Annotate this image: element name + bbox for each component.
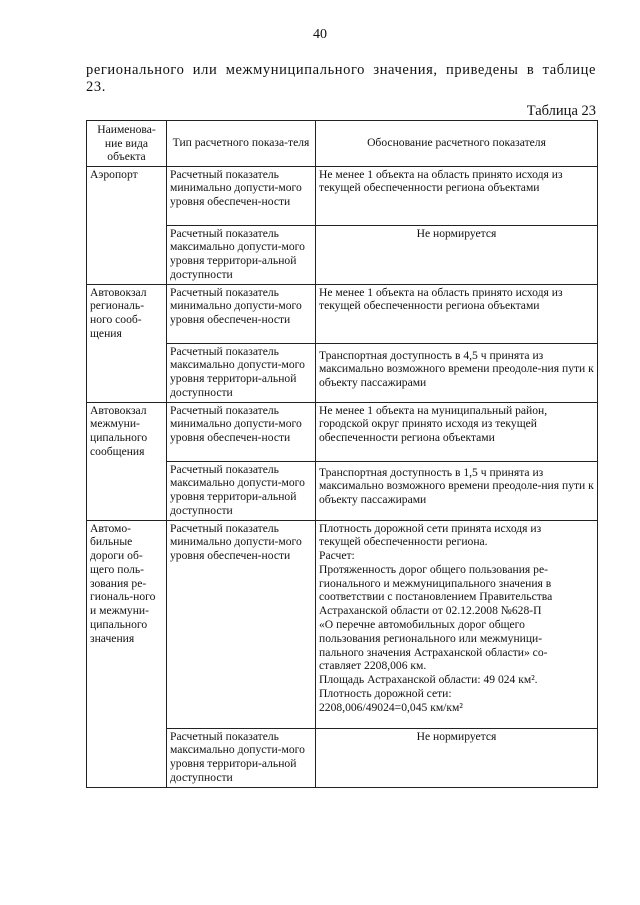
indicator-type-cell: Расчетный показатель минимально допусти-мого уровня обеспечен-ности <box>167 166 316 225</box>
basis-line: соответствии с постановлением Правительства <box>319 590 553 604</box>
basis-line: «О перечне автомобильных дорог общего <box>319 618 525 632</box>
basis-line: Плотность дорожной сети: <box>319 687 452 701</box>
indicator-type-cell: Расчетный показатель максимально допусти-мого уровня территори-альной доступности <box>167 728 316 787</box>
basis-line: текущей обеспеченности региона. <box>319 535 488 549</box>
object-name-cell: Автовокзал межмуни-ципального сообщения <box>87 402 167 520</box>
basis-cell: Не нормируется <box>316 728 598 787</box>
basis-cell: Транспортная доступность в 1,5 ч принята из максимально возможного времени преодоле-ния пути к объекту пассажирами <box>316 461 598 520</box>
table-caption: Таблица 23 <box>526 103 596 119</box>
basis-line: Протяженность дорог общего пользования ре- <box>319 562 548 576</box>
intro-line-1: регионального или межмуниципального значения, приведены в таблице <box>86 62 596 78</box>
table-row <box>87 402 598 461</box>
basis-line: пального значения Астраханской области» со- <box>319 645 548 659</box>
basis-cell: Не нормируется <box>316 225 598 284</box>
indicators-table <box>86 120 598 788</box>
object-name-cell: Автомо-бильные дороги об-щего поль-зования ре-гиональ-ного и межмуни-ципального значения <box>87 520 167 787</box>
intro-line-2: 23. <box>86 79 106 95</box>
header-object-name: Наименова-ние вида объекта <box>87 121 167 167</box>
basis-line: Астраханской области от 02.12.2008 №628-П <box>319 604 542 618</box>
basis-cell: Не менее 1 объекта на область принято исходя из текущей обеспеченности региона объектами <box>316 284 598 343</box>
header-basis: Обоснование расчетного показателя <box>316 121 598 167</box>
indicator-type-cell: Расчетный показатель максимально допусти-мого уровня территори-альной доступности <box>167 461 316 520</box>
table-row <box>87 520 598 728</box>
table-row <box>87 284 598 343</box>
basis-line: Расчет: <box>319 549 355 563</box>
indicator-type-cell: Расчетный показатель минимально допусти-мого уровня обеспечен-ности <box>167 520 316 728</box>
table-header-row <box>87 121 598 167</box>
indicator-type-cell: Расчетный показатель минимально допусти-мого уровня обеспечен-ности <box>167 284 316 343</box>
indicator-type-cell: Расчетный показатель минимально допусти-мого уровня обеспечен-ности <box>167 402 316 461</box>
intro-paragraph <box>86 62 596 96</box>
basis-line: ставляет 2208,006 км. <box>319 659 427 673</box>
indicator-type-cell: Расчетный показатель максимально допусти-мого уровня территори-альной доступности <box>167 225 316 284</box>
object-name-cell: Автовокзал региональ-ного сооб-щения <box>87 284 167 402</box>
basis-cell: Не менее 1 объекта на муниципальный район, городской округ принято исходя из текущей обеспеченности региона объектами <box>316 402 598 461</box>
basis-cell: Транспортная доступность в 4,5 ч принята из максимально возможного времени преодоле-ния пути к объекту пассажирами <box>316 343 598 402</box>
basis-cell: Не менее 1 объекта на область принято исходя из текущей обеспеченности региона объектами <box>316 166 598 225</box>
page-number: 40 <box>313 27 327 42</box>
basis-cell <box>316 520 598 728</box>
table-row <box>87 166 598 225</box>
basis-line: Площадь Астраханской области: 49 024 км². <box>319 673 538 687</box>
indicator-type-cell: Расчетный показатель максимально допусти-мого уровня территори-альной доступности <box>167 343 316 402</box>
object-name-cell: Аэропорт <box>87 166 167 284</box>
basis-line: 2208,006/49024=0,045 км/км² <box>319 700 463 714</box>
header-indicator-type: Тип расчетного показа-теля <box>167 121 316 167</box>
basis-line: гионального и межмуниципального значения в <box>319 576 552 590</box>
basis-line: пользования регионального или межмуници- <box>319 631 543 645</box>
basis-line: Плотность дорожной сети принята исходя из <box>319 521 542 535</box>
